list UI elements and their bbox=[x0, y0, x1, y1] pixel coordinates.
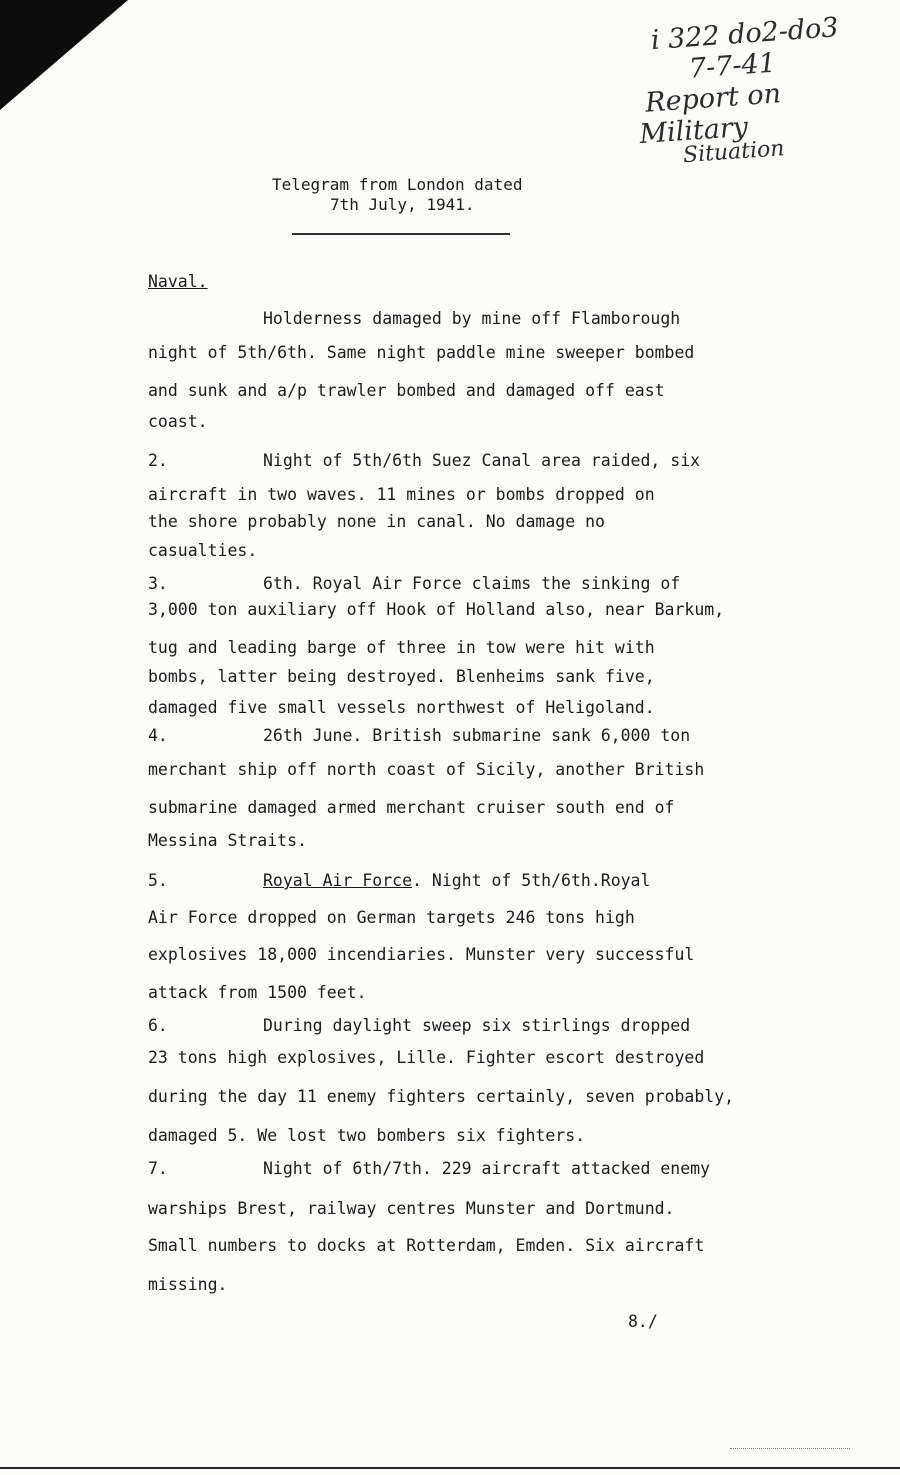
paragraph-number: 7. bbox=[148, 1159, 168, 1178]
text-line: the shore probably none in canal. No damage no bbox=[148, 512, 605, 531]
text-line: 6th. Royal Air Force claims the sinking of bbox=[263, 574, 681, 593]
heading-line-2: 7th July, 1941. bbox=[330, 195, 475, 214]
telegram-heading bbox=[272, 175, 522, 215]
text-line: Holderness damaged by mine off Flamborough bbox=[263, 309, 681, 328]
section-heading-raf: Royal Air Force bbox=[263, 871, 413, 890]
text-line: 26th June. British submarine sank 6,000 ton bbox=[263, 726, 691, 745]
text-line: casualties. bbox=[148, 541, 258, 560]
text-line: missing. bbox=[148, 1275, 228, 1294]
paragraph-number: 4. bbox=[148, 726, 168, 745]
text-line: 23 tons high explosives, Lille. Fighter escort destroyed bbox=[148, 1048, 705, 1067]
paragraph-number: 2. bbox=[148, 451, 168, 470]
text-line: attack from 1500 feet. bbox=[148, 983, 367, 1002]
text-line: Small numbers to docks at Rotterdam, Emden. Six aircraft bbox=[148, 1236, 705, 1255]
text-line: aircraft in two waves. 11 mines or bombs dropped on bbox=[148, 485, 655, 504]
heading-rule bbox=[292, 233, 510, 235]
text-line: warships Brest, railway centres Munster and Dortmund. bbox=[148, 1199, 675, 1218]
text-line: During daylight sweep six stirlings dropped bbox=[263, 1016, 691, 1035]
paragraph-number: 5. bbox=[148, 871, 168, 890]
annotation-line: Report on bbox=[644, 78, 782, 119]
text-line: Night of 5th/6th Suez Canal area raided, six bbox=[263, 451, 701, 470]
text-line bbox=[263, 871, 650, 891]
paragraph-number: 3. bbox=[148, 574, 168, 593]
text-line: Night of 6th/7th. 229 aircraft attacked enemy bbox=[263, 1159, 711, 1178]
handwritten-annotation bbox=[610, 10, 879, 170]
heading-line-1: Telegram from London dated bbox=[272, 175, 523, 194]
text-line: Messina Straits. bbox=[148, 831, 307, 850]
annotation-line: Military bbox=[638, 111, 750, 151]
text-line: submarine damaged armed merchant cruiser south end of bbox=[148, 798, 675, 817]
text-line: damaged five small vessels northwest of Heligoland. bbox=[148, 698, 655, 717]
corner-shadow bbox=[0, 0, 128, 110]
text-line: tug and leading barge of three in tow were hit with bbox=[148, 638, 655, 657]
text-line: night of 5th/6th. Same night paddle mine sweeper bombed bbox=[148, 343, 695, 362]
text-line: damaged 5. We lost two bombers six fighters. bbox=[148, 1126, 586, 1145]
paragraph-number: 6. bbox=[148, 1016, 168, 1035]
continuation-marker: 8./ bbox=[628, 1312, 658, 1331]
annotation-date: 7-7-41 bbox=[687, 47, 777, 85]
text-line: coast. bbox=[148, 412, 208, 431]
text-line: merchant ship off north coast of Sicily, another British bbox=[148, 760, 705, 779]
text-line: Air Force dropped on German targets 246 tons high bbox=[148, 908, 635, 927]
bottom-edge-rule bbox=[0, 1467, 900, 1469]
text-line: bombs, latter being destroyed. Blenheims sank five, bbox=[148, 667, 655, 686]
text-line: explosives 18,000 incendiaries. Munster very successful bbox=[148, 945, 695, 964]
text-line: 3,000 ton auxiliary off Hook of Holland also, near Barkum, bbox=[148, 600, 725, 619]
section-heading-naval: Naval. bbox=[148, 272, 208, 291]
text-line: and sunk and a/p trawler bombed and damaged off east bbox=[148, 381, 665, 400]
annotation-line: Situation bbox=[682, 136, 786, 169]
text-line: during the day 11 enemy fighters certainly, seven probably, bbox=[148, 1087, 735, 1106]
annotation-reference: i 322 do2-do3 bbox=[649, 12, 840, 57]
scan-specks bbox=[730, 1448, 850, 1455]
text-fragment: . Night of 5th/6th.Royal bbox=[412, 871, 651, 890]
